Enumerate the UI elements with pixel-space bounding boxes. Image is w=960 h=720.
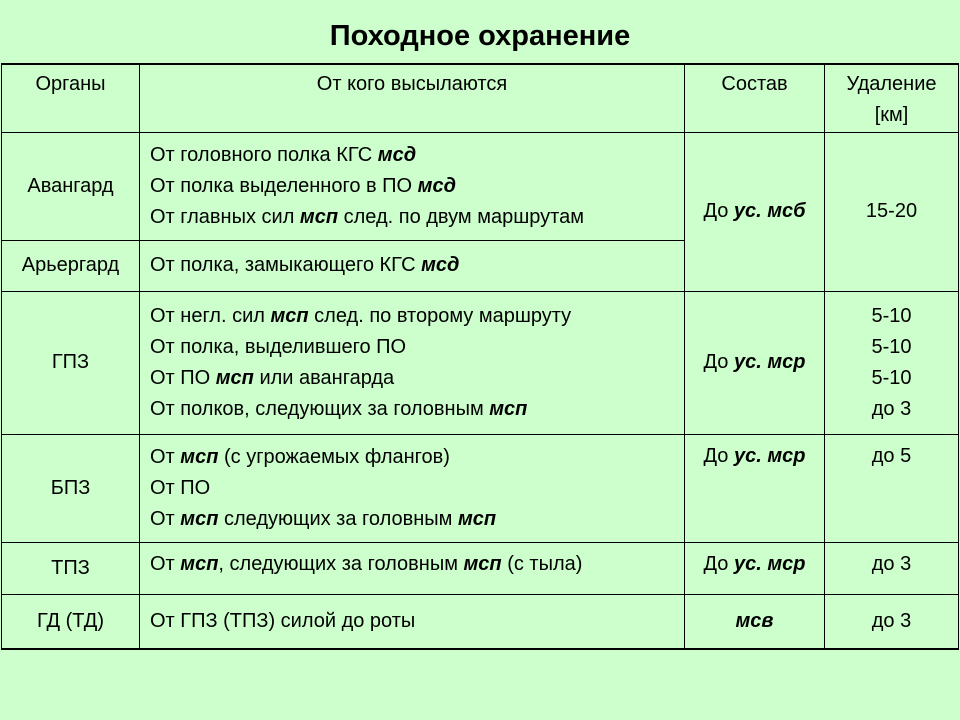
from-line: От мсп следующих за головным мсп (150, 507, 497, 530)
table-row-avangard (2, 132, 959, 240)
from-line: От ПО (150, 476, 211, 499)
organ-cell: Арьергард (2, 240, 140, 291)
distance-value: 5-10 (871, 304, 912, 327)
distance-cell: до 3 (825, 594, 959, 649)
header-composition: Состав (685, 64, 825, 132)
table-row-tpz (2, 542, 959, 594)
from-cell (140, 542, 685, 594)
from-line: От негл. сил мсп след. по второму маршруту (150, 304, 572, 327)
from-cell (140, 594, 685, 649)
header-organs: Органы (2, 64, 140, 132)
composition-cell: До ус. мсб (685, 132, 825, 291)
table-row-bpz (2, 434, 959, 542)
from-cell (140, 291, 685, 434)
page-title: Походное охранение (329, 20, 631, 52)
distance-cell: 15-20 (825, 132, 959, 291)
composition-cell: До ус. мср (685, 434, 825, 542)
distance-cell (825, 291, 959, 434)
header-from-whom: От кого высылаются (140, 64, 685, 132)
table-row-gd (2, 594, 959, 649)
organ-cell: ГПЗ (2, 291, 140, 434)
composition-cell: До ус. мср (685, 542, 825, 594)
table-row-gpz (2, 291, 959, 434)
distance-value: до 3 (871, 397, 912, 420)
organ-cell: БПЗ (2, 434, 140, 542)
header-distance-line1: Удаление (846, 73, 937, 95)
header-distance (825, 64, 959, 132)
table-header-row (2, 64, 959, 132)
distance-cell: до 5 (825, 434, 959, 542)
from-line: От полка, замыкающего КГС мсд (150, 254, 460, 276)
from-line: От ГПЗ (ТПЗ) силой до роты (150, 609, 416, 632)
from-line: От главных сил мсп след. по двум маршрутам (150, 205, 584, 228)
distance-value: 5-10 (871, 335, 912, 358)
marching-security-table (1, 63, 959, 650)
from-cell (140, 132, 685, 240)
composition-cell: мсв (685, 594, 825, 649)
from-line: От головного полка КГС мсд (150, 143, 417, 166)
composition-cell: До ус. мср (685, 291, 825, 434)
from-line: От ПО мсп или авангарда (150, 366, 395, 389)
from-line: От полков, следующих за головным мсп (150, 397, 528, 420)
organ-cell: ГД (ТД) (2, 594, 140, 649)
organ-cell: ТПЗ (2, 542, 140, 594)
distance-value: 5-10 (871, 366, 912, 389)
from-line: От мсп, следующих за головным мсп (с тыла) (150, 552, 583, 575)
from-line: От полка выделенного в ПО мсд (150, 174, 456, 197)
organ-cell: Авангард (2, 132, 140, 240)
distance-cell: до 3 (825, 542, 959, 594)
header-distance-line2: [км] (874, 104, 909, 126)
from-cell (140, 434, 685, 542)
from-cell (140, 240, 685, 291)
from-line: От мсп (с угрожаемых флангов) (150, 445, 450, 468)
from-line: От полка, выделившего ПО (150, 335, 407, 358)
